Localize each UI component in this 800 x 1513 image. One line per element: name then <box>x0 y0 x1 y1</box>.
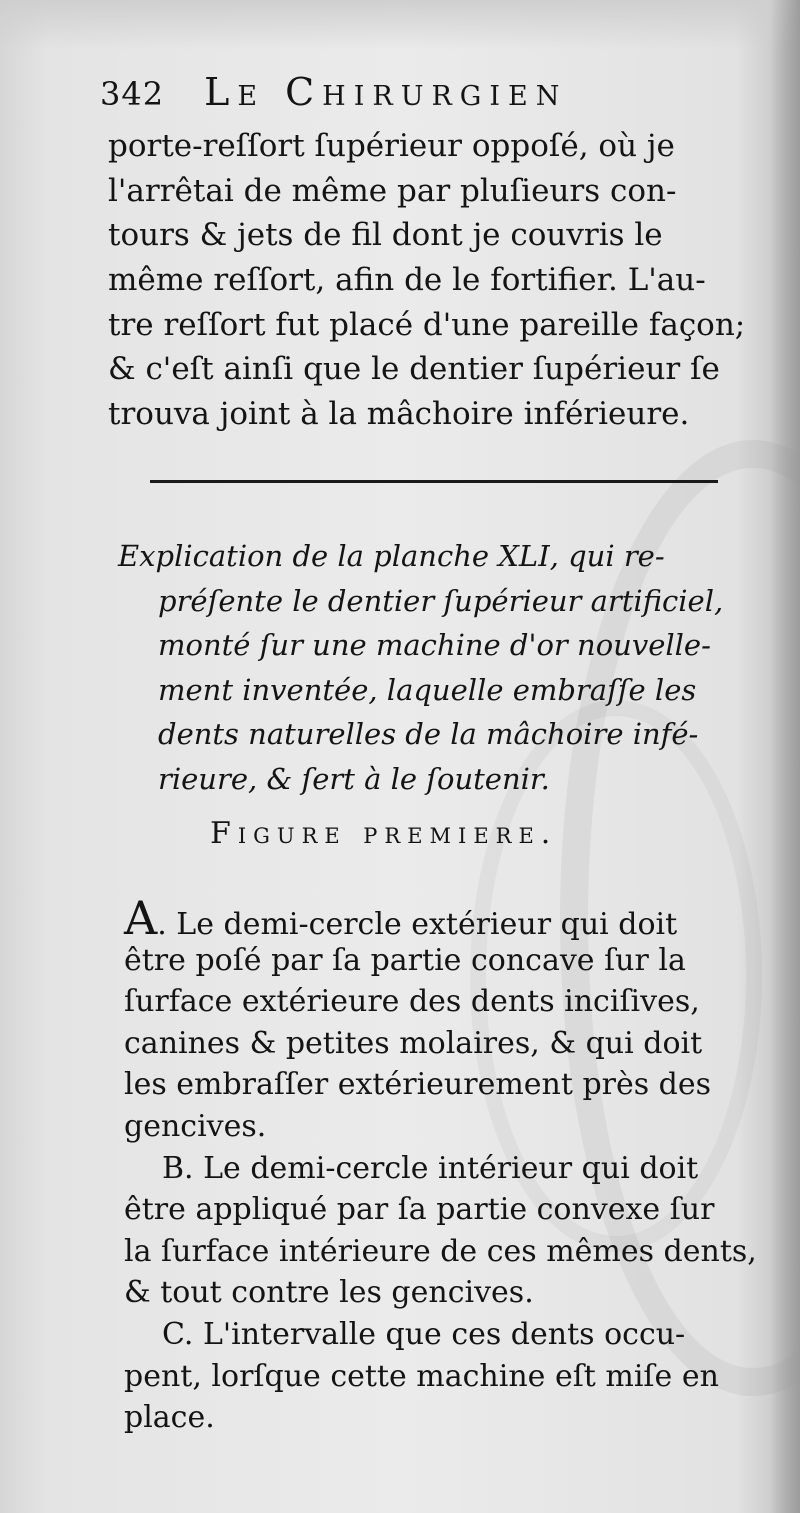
text-line: la ſurface intérieure de ces mêmes dents, <box>124 1233 757 1269</box>
text-line-first <box>124 891 764 945</box>
text-line: être appliqué par ſa partie convexe ſur <box>124 1192 715 1228</box>
figure-description <box>124 891 764 1439</box>
text-line: & tout contre les gencives. <box>124 1275 534 1311</box>
text-line: canines & petites molaires, & qui doit <box>124 1025 703 1061</box>
page-top-shadow <box>0 0 800 50</box>
figure-heading: Figure premiere. <box>210 816 558 851</box>
text-line: & c'eſt ainſi que le dentier ſupérieur ſe <box>108 351 720 388</box>
running-title: Le Chirurgien <box>204 70 568 114</box>
italic-line: préſente le dentier ſupérieur artificiel, <box>158 583 724 618</box>
italic-line: dents naturelles de la mâchoire infé- <box>158 717 699 751</box>
italic-line: ment inventée, laquelle embraſſe les <box>158 672 697 707</box>
text-line: gencives. <box>124 1108 267 1144</box>
text-line: B. Le demi-cercle intérieur qui doit <box>162 1150 699 1186</box>
italic-line: monté ſur une machine d'or nouvelle- <box>158 628 711 662</box>
text-line: être poſé par ſa partie concave ſur la <box>124 942 686 978</box>
page-number: 342 <box>100 75 165 113</box>
paragraph-continuation <box>108 124 748 437</box>
page-right-shadow <box>770 0 800 1513</box>
text-line: tours & jets de fil dont je couvris le <box>108 217 663 254</box>
text-line: place. <box>124 1400 215 1436</box>
text-line: porte-reſſort ſupérieur oppoſé, où je <box>108 128 675 164</box>
text-line: C. L'intervalle que ces dents occu- <box>162 1316 686 1352</box>
first-line-text: . Le demi-cercle extérieur qui doit <box>157 907 678 942</box>
text-line: ſurface extérieure des dents inciſives, <box>124 984 700 1020</box>
italic-line: Explication de la planche XLI, qui re- <box>118 539 665 573</box>
plate-explanation <box>118 534 758 801</box>
italic-line: rieure, & ſert à le ſoutenir. <box>158 761 550 796</box>
drop-cap: A <box>124 891 158 945</box>
text-line: trouva joint à la mâchoire inférieure. <box>108 396 690 433</box>
text-line: même reſſort, afin de le fortifier. L'au- <box>108 262 706 299</box>
section-rule <box>150 480 718 483</box>
text-line: tre reſſort fut placé d'une pareille façon; <box>108 306 746 343</box>
text-line: les embraſſer extérieurement près des <box>124 1067 712 1103</box>
text-line: pent, lorſque cette machine eſt miſe en <box>124 1358 719 1394</box>
text-line: l'arrêtai de même par pluſieurs con- <box>108 172 677 209</box>
running-header <box>100 70 700 120</box>
